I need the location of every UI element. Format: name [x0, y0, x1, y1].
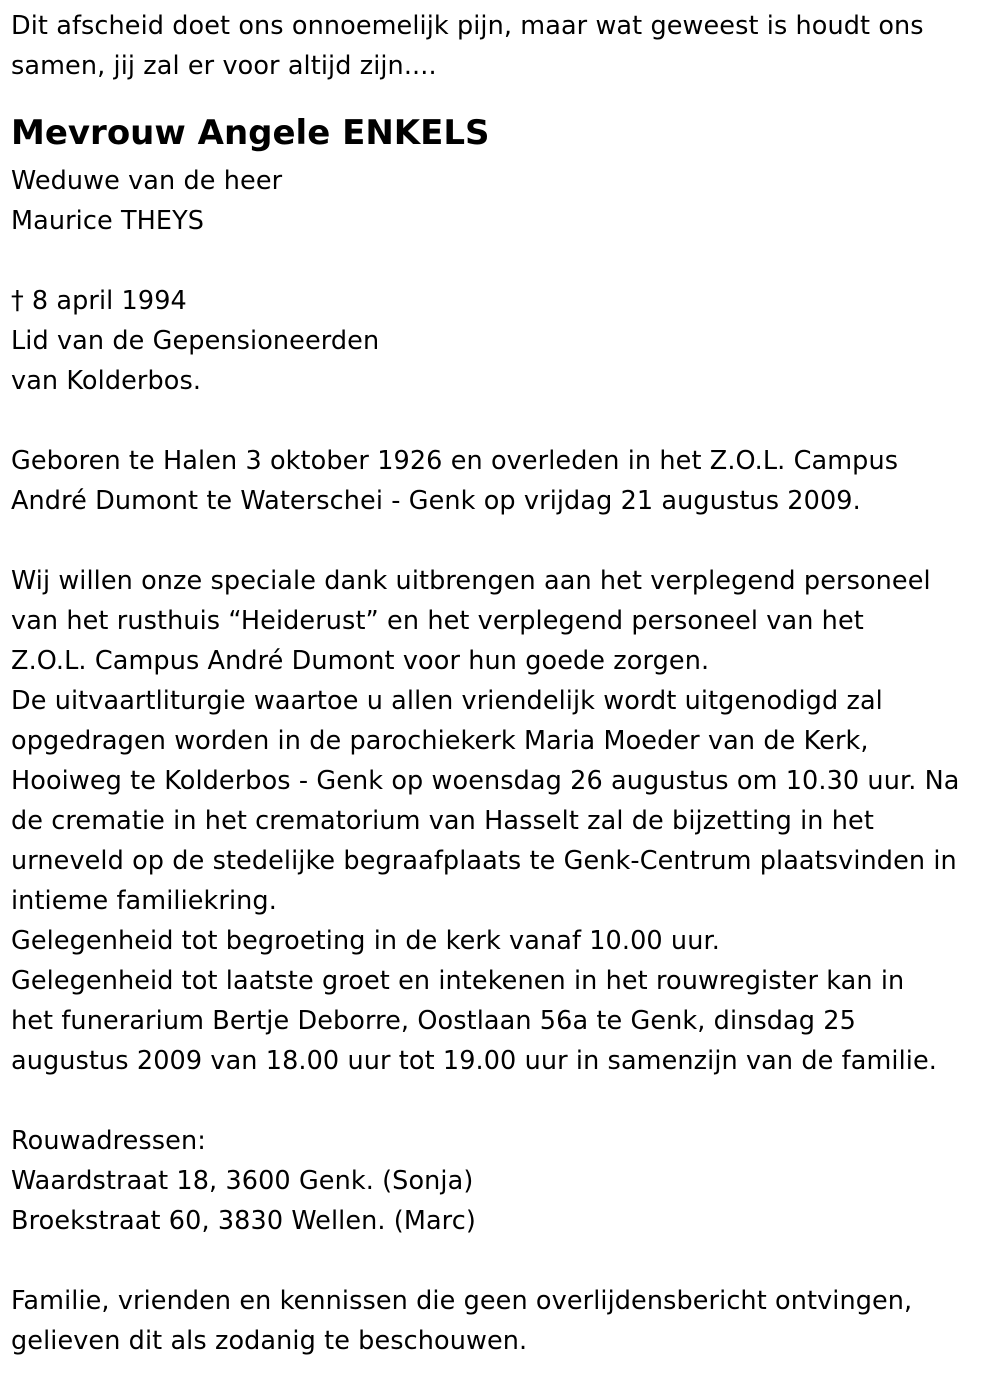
body-line: Z.O.L. Campus André Dumont voor hun goede zorgen.	[11, 646, 710, 676]
spouse-death-date-text: 8 april 1994	[31, 286, 187, 316]
closing-line: gelieven dit als zodanig te beschouwen.	[11, 1326, 528, 1356]
spouse-death-date	[11, 281, 996, 321]
spouse-name: Maurice THEYS	[11, 206, 205, 236]
body-line: het funerarium Bertje Deborre, Oostlaan 56a te Genk, dinsdag 25	[11, 1006, 856, 1036]
body-line: opgedragen worden in de parochiekerk Maria Moeder van de Kerk,	[11, 726, 869, 756]
body-paragraph	[11, 561, 996, 1081]
birth-death-line: André Dumont te Waterschei - Genk op vrijdag 21 augustus 2009.	[11, 486, 861, 516]
intro-line: Dit afscheid doet ons onnoemelijk pijn, maar wat geweest is houdt ons	[11, 11, 924, 41]
addresses-block	[11, 1121, 996, 1241]
membership-info	[11, 321, 996, 401]
widow-line: Weduwe van de heer	[11, 166, 283, 196]
body-line: De uitvaartliturgie waartoe u allen vriendelijk wordt uitgenodigd zal	[11, 686, 883, 716]
obituary-document	[11, 6, 996, 1361]
membership-line: van Kolderbos.	[11, 366, 202, 396]
body-line: Wij willen onze speciale dank uitbrengen aan het verplegend personeel	[11, 566, 931, 596]
body-line: augustus 2009 van 18.00 uur tot 19.00 uur in samenzijn van de familie.	[11, 1046, 937, 1076]
body-line: Gelegenheid tot laatste groet en intekenen in het rouwregister kan in	[11, 966, 905, 996]
birth-death-line: Geboren te Halen 3 oktober 1926 en overleden in het Z.O.L. Campus	[11, 446, 899, 476]
address-line: Waardstraat 18, 3600 Genk. (Sonja)	[11, 1166, 474, 1196]
addresses-heading: Rouwadressen:	[11, 1126, 206, 1156]
membership-line: Lid van de Gepensioneerden	[11, 326, 380, 356]
widow-info	[11, 161, 996, 241]
body-line: Hooiweg te Kolderbos - Genk op woensdag 26 augustus om 10.30 uur. Na	[11, 766, 960, 796]
body-line: Gelegenheid tot begroeting in de kerk vanaf 10.00 uur.	[11, 926, 720, 956]
deceased-name: Mevrouw Angele ENKELS	[11, 113, 490, 153]
body-line: van het rusthuis “Heiderust” en het verplegend personeel van het	[11, 606, 864, 636]
closing-paragraph	[11, 1281, 996, 1361]
body-line: de crematie in het crematorium van Hasselt zal de bijzetting in het	[11, 806, 874, 836]
cross-icon: †	[11, 286, 24, 316]
birth-death-paragraph	[11, 441, 996, 521]
address-line: Broekstraat 60, 3830 Wellen. (Marc)	[11, 1206, 476, 1236]
intro-line: samen, jij zal er voor altijd zijn....	[11, 51, 437, 81]
intro-text	[11, 6, 996, 86]
body-line: urneveld op de stedelijke begraafplaats te Genk-Centrum plaatsvinden in	[11, 846, 957, 876]
closing-line: Familie, vrienden en kennissen die geen overlijdensbericht ontvingen,	[11, 1286, 913, 1316]
body-line: intieme familiekring.	[11, 886, 277, 916]
